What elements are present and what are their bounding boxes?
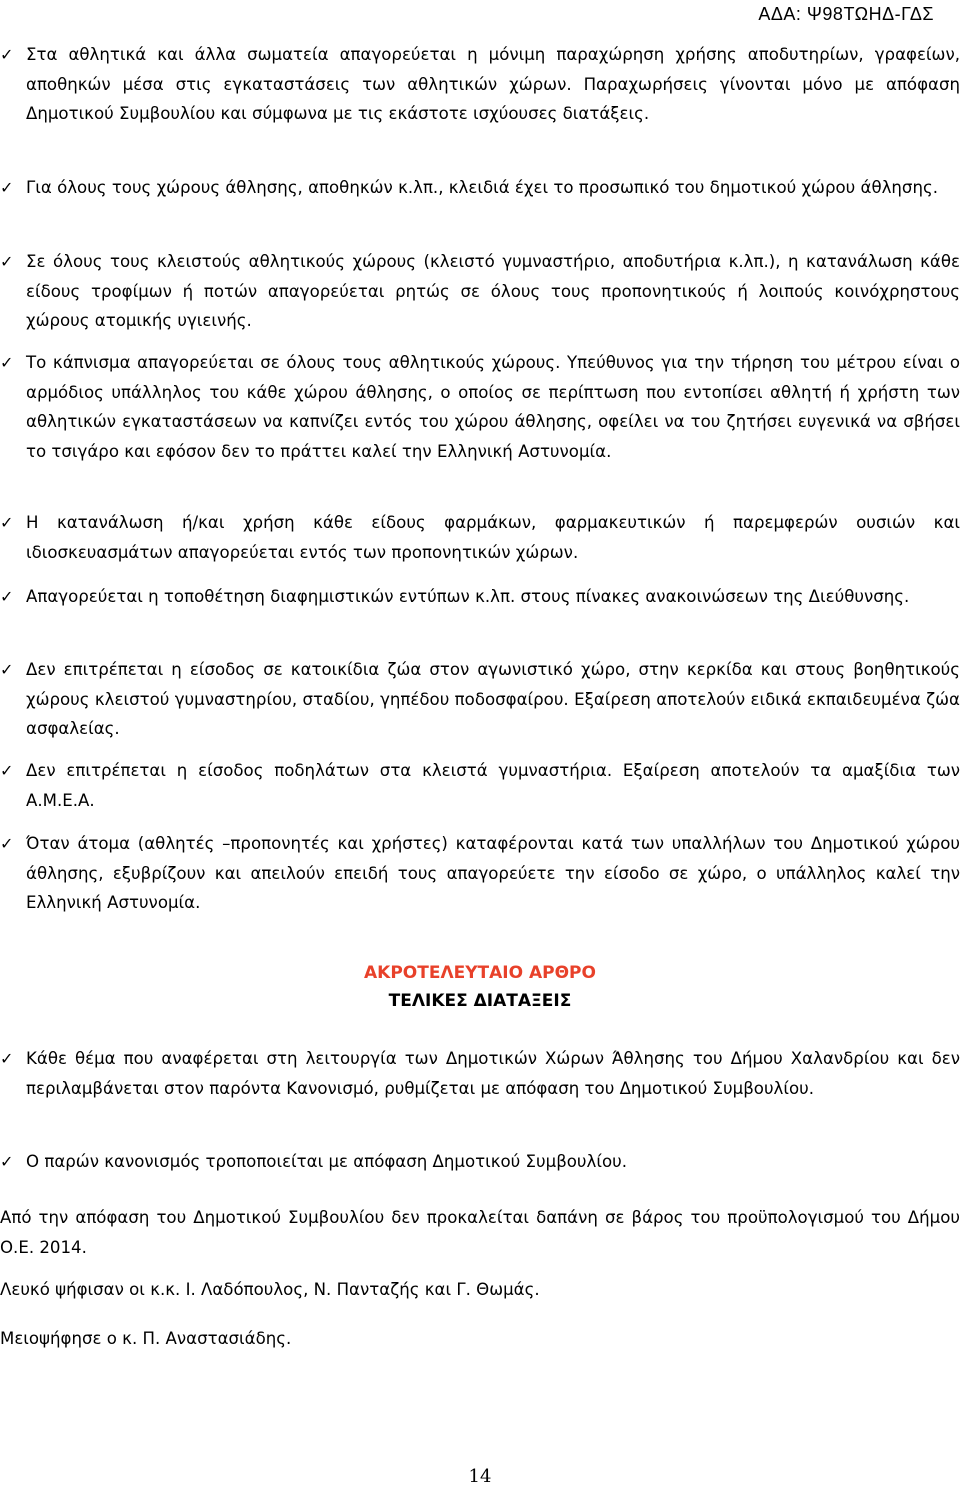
list-item: ✓ Η κατανάλωση ή/και χρήση κάθε είδους φαρμάκων, φαρμακευτικών ή παρεμφερών ουσιών και ιδιοσκευασμάτων απαγορεύεται εντός των προπονητικών χώρων. (0, 508, 960, 567)
checkmark-icon: ✓ (0, 513, 14, 532)
list-item: ✓ Δεν επιτρέπεται η είσοδος ποδηλάτων στα κλειστά γυμναστήρια. Εξαίρεση αποτελούν τα αμαξίδια των Α.Μ.Ε.Α. (0, 756, 960, 815)
checkmark-icon: ✓ (0, 587, 14, 606)
checkmark-icon: ✓ (0, 1049, 14, 1068)
checkmark-icon: ✓ (0, 178, 14, 197)
final-article-subtitle: ΤΕΛΙΚΕΣ ΔΙΑΤΑΞΕΙΣ (388, 991, 572, 1011)
final-article-title: ΑΚΡΟΤΕΛΕΥΤΑΙΟ ΑΡΘΡΟ (364, 963, 596, 983)
checkmark-icon: ✓ (0, 660, 14, 679)
list-item: ✓ Στα αθλητικά και άλλα σωματεία απαγορεύεται η μόνιμη παραχώρηση χρήσης αποδυτηρίων, γραφείων, αποθηκών μέσα στις εγκαταστάσεις των αθλητικών χώρων. Παραχωρήσεις γίνονται μόνο με απόφαση Δημοτικού Συμβουλίου και σύμφωνα με τις εκάστοτε ισχύουσες διατάξεις. (0, 40, 960, 129)
page-number: 14 (468, 1466, 492, 1487)
list-item: ✓ Όταν άτομα (αθλητές –προπονητές και χρήστες) καταφέρονται κατά των υπαλλήλων του Δημοτικού χώρου άθλησης, εξυβρίζουν και απειλούν επειδή τους απαγορεύετε την είσοδο σε χώρο, ο υπάλληλος καλεί την Ελληνική Αστυνομία. (0, 829, 960, 918)
list-item: ✓ Κάθε θέμα που αναφέρεται στη λειτουργία των Δημοτικών Χώρων Άθλησης του Δήμου Χαλανδρίου και δεν περιλαμβάνεται στον παρόντα Κανονισμό, ρυθμίζεται με απόφαση του Δημοτικού Συμβουλίου. (0, 1044, 960, 1103)
final-provisions-list (0, 1044, 960, 1103)
budget-statement: Από την απόφαση του Δημοτικού Συμβουλίου δεν προκαλείται δαπάνη σε βάρος του προϋπολογισμού του Δήμου Ο.Ε. 2014. (0, 1208, 960, 1257)
checkmark-icon: ✓ (0, 252, 14, 271)
checkmark-icon: ✓ (0, 353, 14, 372)
blank-votes-statement: Λευκό ψήφισαν οι κ.κ. Ι. Λαδόπουλος, Ν. Πανταζής και Γ. Θωμάς. (0, 1280, 540, 1299)
document-ada-code: ΑΔΑ: Ψ98ΤΩΗΔ-ΓΔΣ (758, 4, 934, 24)
list-item: ✓ Σε όλους τους κλειστούς αθλητικούς χώρους (κλειστό γυμναστήριο, αποδυτήρια κ.λπ.), η κατανάλωση κάθε είδους τροφίμων ή ποτών απαγορεύεται ρητώς σε όλους τους προπονητικούς ή λοιπούς κοινόχρηστους χώρους ατομικής υγιεινής. (0, 247, 960, 336)
checkmark-icon: ✓ (0, 834, 14, 853)
checkmark-icon: ✓ (0, 1152, 14, 1171)
list-item: ✓ Ο παρών κανονισμός τροποποιείται με απόφαση Δημοτικού Συμβουλίου. (0, 1147, 960, 1177)
final-article-header (0, 959, 960, 1015)
list-item: ✓ Για όλους τους χώρους άθλησης, αποθηκών κ.λπ., κλειδιά έχει το προσωπικό του δημοτικού χώρου άθλησης. (0, 173, 960, 203)
minority-vote-statement: Μειοψήφησε ο κ. Π. Αναστασιάδης. (0, 1329, 292, 1348)
list-item: ✓ Δεν επιτρέπεται η είσοδος σε κατοικίδια ζώα στον αγωνιστικό χώρο, στην κερκίδα και στους βοηθητικούς χώρους κλειστού γυμναστηρίου, σταδίου, γηπέδου ποδοσφαίρου. Εξαίρεση αποτελούν ειδικά εκπαιδευμένα ζώα ασφαλείας. (0, 655, 960, 744)
checkmark-icon: ✓ (0, 45, 14, 64)
list-item: ✓ Απαγορεύεται η τοποθέτηση διαφημιστικών εντύπων κ.λπ. στους πίνακες ανακοινώσεων της Διεύθυνσης. (0, 582, 960, 612)
checkmark-icon: ✓ (0, 761, 14, 780)
list-item: ✓ Το κάπνισμα απαγορεύεται σε όλους τους αθλητικούς χώρους. Υπεύθυνος για την τήρηση του μέτρου είναι ο αρμόδιος υπάλληλος του κάθε χώρου άθλησης, ο οποίος σε περίπτωση που εντοπίσει αθλητή ή χρήστη των αθλητικών εγκαταστάσεων να καπνίζει εντός του χώρου άθλησης, οφείλει να του ζητήσει ευγενικά να σβήσει το τσιγάρο και εφόσον δεν το πράττει καλεί την Ελληνική Αστυνομία. (0, 348, 960, 466)
rules-list (0, 40, 960, 129)
